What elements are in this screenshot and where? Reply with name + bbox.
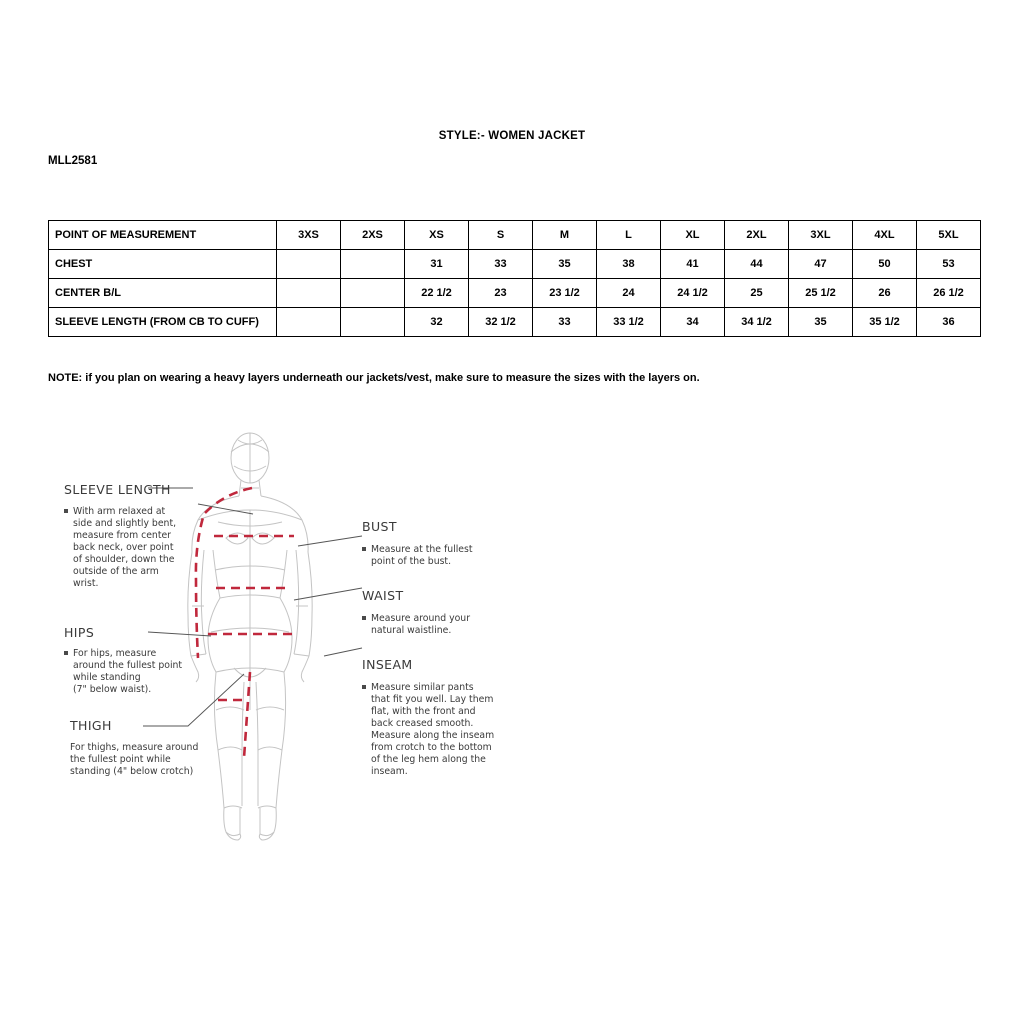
cell-centerbl-xl: 24 1/2 xyxy=(661,279,725,308)
label-inseam-line-8: inseam. xyxy=(371,766,408,777)
label-thigh-line-2: the fullest point while xyxy=(70,754,171,765)
column-header-3xl: 3XL xyxy=(789,221,853,250)
cell-chest-2xs xyxy=(341,250,405,279)
column-header-s: S xyxy=(469,221,533,250)
table-row xyxy=(49,279,981,308)
cell-centerbl-5xl: 26 1/2 xyxy=(917,279,981,308)
label-sleeve-length-line-6: outside of the arm xyxy=(73,566,159,577)
label-sleeve-length-line-5: of shoulder, down the xyxy=(73,554,175,565)
style-code: MLL2581 xyxy=(48,155,98,167)
label-hips-title: HIPS xyxy=(64,625,95,640)
bullet-icon xyxy=(362,616,366,620)
bullet-icon xyxy=(362,547,366,551)
column-header-4xl: 4XL xyxy=(853,221,917,250)
label-inseam-line-6: from crotch to the bottom xyxy=(371,742,492,753)
cell-chest-3xl: 47 xyxy=(789,250,853,279)
cell-chest-xl: 41 xyxy=(661,250,725,279)
label-inseam-line-3: flat, with the front and xyxy=(371,706,476,717)
cell-sleeve-2xs xyxy=(341,308,405,337)
row-label-chest: CHEST xyxy=(49,250,277,279)
cell-sleeve-4xl: 35 1/2 xyxy=(853,308,917,337)
label-hips-line-3: while standing xyxy=(73,672,141,683)
style-title: STYLE:- WOMEN JACKET xyxy=(438,130,586,142)
label-inseam-line-4: back creased smooth. xyxy=(371,718,474,729)
cell-sleeve-s: 32 1/2 xyxy=(469,308,533,337)
cell-centerbl-3xs xyxy=(277,279,341,308)
cell-centerbl-m: 23 1/2 xyxy=(533,279,597,308)
label-inseam-line-7: of the leg hem along the xyxy=(371,754,486,765)
label-inseam-line-1: Measure similar pants xyxy=(371,682,474,693)
cell-centerbl-4xl: 26 xyxy=(853,279,917,308)
cell-chest-l: 38 xyxy=(597,250,661,279)
bullet-icon xyxy=(362,685,366,689)
label-hips-line-2: around the fullest point xyxy=(73,660,183,671)
column-header-3xs: 3XS xyxy=(277,221,341,250)
bullet-icon xyxy=(64,509,68,513)
label-thigh-title: THIGH xyxy=(70,718,112,733)
size-chart-table xyxy=(48,220,981,337)
cell-sleeve-3xs xyxy=(277,308,341,337)
cell-chest-5xl: 53 xyxy=(917,250,981,279)
column-header-pom: POINT OF MEASUREMENT xyxy=(49,221,277,250)
cell-centerbl-2xl: 25 xyxy=(725,279,789,308)
column-header-l: L xyxy=(597,221,661,250)
column-header-xs: XS xyxy=(405,221,469,250)
label-bust-line-2: point of the bust. xyxy=(371,556,452,567)
column-header-xl: XL xyxy=(661,221,725,250)
cell-chest-3xs xyxy=(277,250,341,279)
label-thigh-line-1: For thighs, measure around xyxy=(70,742,199,753)
table-header-row xyxy=(49,221,981,250)
bullet-icon xyxy=(64,651,68,655)
label-sleeve-length-line-3: measure from center xyxy=(73,530,172,541)
cell-sleeve-xs: 32 xyxy=(405,308,469,337)
label-waist-line-1: Measure around your xyxy=(371,613,471,624)
cell-chest-4xl: 50 xyxy=(853,250,917,279)
label-bust-line-1: Measure at the fullest xyxy=(371,544,473,555)
cell-sleeve-m: 33 xyxy=(533,308,597,337)
cell-sleeve-xl: 34 xyxy=(661,308,725,337)
label-hips-line-1: For hips, measure xyxy=(73,648,157,659)
cell-chest-s: 33 xyxy=(469,250,533,279)
cell-chest-m: 35 xyxy=(533,250,597,279)
sleeve-measure-line xyxy=(196,488,252,658)
cell-centerbl-xs: 22 1/2 xyxy=(405,279,469,308)
inseam-measure-line xyxy=(244,672,250,758)
label-waist-title: WAIST xyxy=(362,588,404,603)
cell-chest-2xl: 44 xyxy=(725,250,789,279)
column-header-2xl: 2XL xyxy=(725,221,789,250)
label-thigh-line-3: standing (4" below crotch) xyxy=(70,766,194,777)
table-row xyxy=(49,250,981,279)
label-inseam-title: INSEAM xyxy=(362,657,413,672)
cell-sleeve-3xl: 35 xyxy=(789,308,853,337)
label-bust-title: BUST xyxy=(362,519,397,534)
label-sleeve-length-title: SLEEVE LENGTH xyxy=(64,482,171,497)
cell-centerbl-2xs xyxy=(341,279,405,308)
cell-centerbl-l: 24 xyxy=(597,279,661,308)
column-header-5xl: 5XL xyxy=(917,221,981,250)
label-inseam-line-5: Measure along the inseam xyxy=(371,730,495,741)
label-sleeve-length-line-2: side and slightly bent, xyxy=(73,518,177,529)
cell-centerbl-3xl: 25 1/2 xyxy=(789,279,853,308)
cell-sleeve-2xl: 34 1/2 xyxy=(725,308,789,337)
label-sleeve-length-line-7: wrist. xyxy=(73,578,99,589)
layering-note: NOTE: if you plan on wearing a heavy layers underneath our jackets/vest, make sure to measure the sizes with the layers on. xyxy=(48,372,700,384)
mannequin-wireframe xyxy=(188,433,312,840)
row-label-sleeve-length: SLEEVE LENGTH (FROM CB TO CUFF) xyxy=(49,308,277,337)
label-inseam-line-2: that fit you well. Lay them xyxy=(371,694,494,705)
label-sleeve-length-line-4: back neck, over point xyxy=(73,542,174,553)
cell-sleeve-l: 33 1/2 xyxy=(597,308,661,337)
measurement-guide-figure xyxy=(48,410,528,880)
measurement-lines xyxy=(196,488,294,758)
column-header-m: M xyxy=(533,221,597,250)
cell-centerbl-s: 23 xyxy=(469,279,533,308)
label-sleeve-length-line-1: With arm relaxed at xyxy=(73,506,166,517)
cell-chest-xs: 31 xyxy=(405,250,469,279)
label-waist-line-2: natural waistline. xyxy=(371,625,452,636)
column-header-2xs: 2XS xyxy=(341,221,405,250)
label-hips-line-4: (7" below waist). xyxy=(73,684,152,695)
row-label-center-bl: CENTER B/L xyxy=(49,279,277,308)
cell-sleeve-5xl: 36 xyxy=(917,308,981,337)
table-row xyxy=(49,308,981,337)
